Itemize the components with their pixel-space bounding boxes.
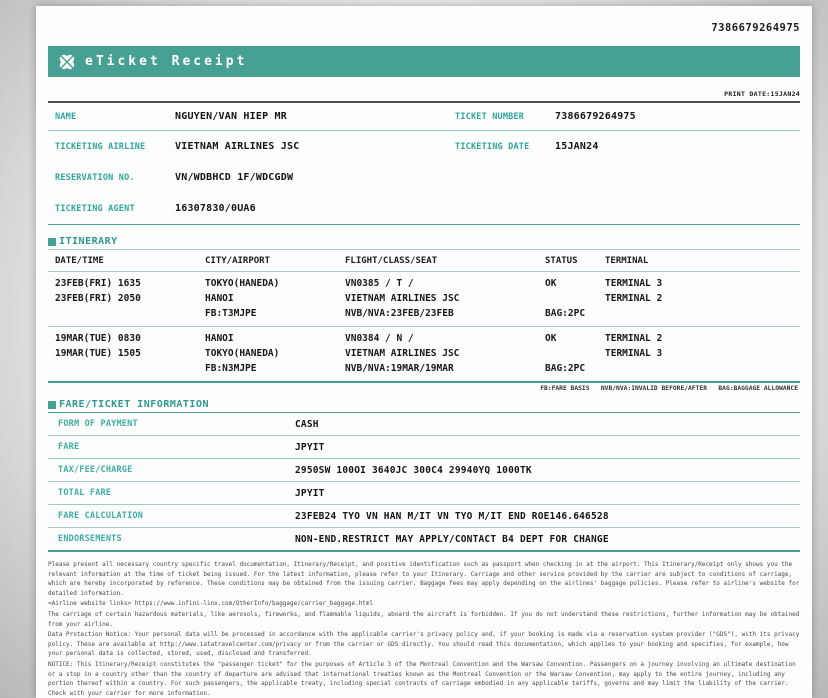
col-flight-class-seat: FLIGHT/CLASS/SEAT xyxy=(345,255,438,266)
fare-row-fare-calculation xyxy=(48,505,800,527)
segment-line xyxy=(48,361,800,376)
fare-row-tax-fee-charge xyxy=(48,459,800,481)
fare-label: ENDORSEMENTS xyxy=(58,534,122,544)
cell-flight: VN0385 / T / xyxy=(345,278,414,289)
ticketing-agent-row xyxy=(48,193,800,224)
cell-city: HANOI xyxy=(205,293,234,304)
print-date: PRINT DATE:15JAN24 xyxy=(724,90,800,98)
cell-carrier: VIETNAM AIRLINES JSC xyxy=(345,348,460,359)
ticketing-date-label: TICKETING DATE xyxy=(455,141,530,152)
fare-title: FARE/TICKET INFORMATION xyxy=(59,399,209,410)
segment-line xyxy=(48,291,800,306)
name-label: NAME xyxy=(55,111,77,122)
page-title: eTicket Receipt xyxy=(85,54,248,69)
itinerary-section-title xyxy=(48,234,800,249)
cell-city: TOKYO(HANEDA) xyxy=(205,278,280,289)
itinerary-segment xyxy=(48,327,800,381)
fare-row-endorsements xyxy=(48,528,800,550)
segment-line xyxy=(48,276,800,291)
cell-date-time: 19MAR(TUE) 1505 xyxy=(55,348,141,359)
reservation-value: VN/WDBHCD 1F/WDCGDW xyxy=(175,172,294,183)
col-terminal: TERMINAL xyxy=(605,255,649,266)
reservation-label: RESERVATION NO. xyxy=(55,172,135,183)
cell-validity: NVB/NVA:19MAR/19MAR xyxy=(345,363,454,374)
col-status: STATUS xyxy=(545,255,578,266)
eticket-receipt-page xyxy=(36,6,812,698)
ticketing-airline-row xyxy=(48,131,800,162)
fare-label: TAX/FEE/CHARGE xyxy=(58,465,133,475)
ticketing-date-value: 15JAN24 xyxy=(555,141,599,152)
cell-terminal: TERMINAL 3 xyxy=(605,348,663,359)
fare-label: FORM OF PAYMENT xyxy=(58,419,138,429)
cell-fare-basis: FB:T3MJPE xyxy=(205,308,257,319)
section-bullet-icon xyxy=(48,401,56,409)
cell-baggage: BAG:2PC xyxy=(545,363,586,374)
fare-label: FARE CALCULATION xyxy=(58,511,144,521)
cell-fare-basis: FB:N3MJPE xyxy=(205,363,257,374)
section-bullet-icon xyxy=(48,238,56,246)
itinerary-segment xyxy=(48,272,800,326)
cell-validity: NVB/NVA:23FEB/23FEB xyxy=(345,308,454,319)
legal-notices xyxy=(48,560,800,698)
divider xyxy=(48,224,800,225)
cell-flight: VN0384 / N / xyxy=(345,333,414,344)
legal-paragraph-airline-links: <Airline website links> https://www.infini-linx.com/OtherInfo/baggage/carrier_baggage.html xyxy=(48,600,374,608)
fare-row-total-fare xyxy=(48,482,800,504)
fare-value: JPYIT xyxy=(295,487,325,499)
divider xyxy=(48,550,800,552)
document-number: 7386679264975 xyxy=(711,22,800,34)
cell-status: OK xyxy=(545,333,557,344)
cell-carrier: VIETNAM AIRLINES JSC xyxy=(345,293,460,304)
cell-date-time: 23FEB(FRI) 2050 xyxy=(55,293,141,304)
name-row xyxy=(48,103,800,130)
fare-row-fare xyxy=(48,436,800,458)
clover-icon xyxy=(53,47,81,75)
ticket-number-value: 7386679264975 xyxy=(555,111,636,122)
fare-value: 23FEB24 TYO VN HAN M/IT VN TYO M/IT END ROE146.646528 xyxy=(295,510,609,522)
reservation-row xyxy=(48,162,800,193)
cell-date-time: 19MAR(TUE) 0830 xyxy=(55,333,141,344)
legal-paragraph: Please present all necessary country specific travel documentation, Itinerary/Receipt, and positive identification such as passport when checking in at the airport. This Itinerary/Receipt only shows you the relevant information at the time of ticket being issued. For the latest information, please refer to your Itinerary. Carriage and other service provided by the carrier are subject to conditions of carriage, which are hereby incorporated by reference. These conditions may be obtained from the issuing carrier. Baggage fees may apply depending on the airlines' baggage policies. Please refer to airline's website for detailed information. xyxy=(48,561,800,597)
ticketing-agent-label: TICKETING AGENT xyxy=(55,203,135,214)
cell-terminal: TERMINAL 3 xyxy=(605,278,663,289)
segment-line xyxy=(48,346,800,361)
fare-value: CASH xyxy=(295,418,319,430)
cell-date-time: 23FEB(FRI) 1635 xyxy=(55,278,141,289)
itinerary-header-row xyxy=(48,250,800,271)
cell-status: OK xyxy=(545,278,557,289)
fare-value: NON-END.RESTRICT MAY APPLY/CONTACT B4 DEPT FOR CHANGE xyxy=(295,533,609,545)
fare-value: JPYIT xyxy=(295,441,325,453)
fare-label: TOTAL FARE xyxy=(58,488,112,498)
legal-paragraph-data-protection: Data Protection Notice: Your personal data will be processed in accordance with the applicable carrier's privacy policy and, if your booking is made via a reservation system provider ("GDS"), with its privacy policy. These are available at http://www.iatatravelcenter.com/privacy or from the carrier or GDS directly. You should read this documentation, which applies to your booking and specifies, for example, how your personal data is collected, stored, used, disclosed and transferred. xyxy=(48,631,800,658)
ticketing-airline-label: TICKETING AIRLINE xyxy=(55,141,146,152)
fare-row-form-of-payment xyxy=(48,413,800,435)
fare-section-title xyxy=(48,397,800,412)
ticket-number-label: TICKET NUMBER xyxy=(455,111,525,122)
eticket-header-banner xyxy=(48,46,800,77)
cell-city: TOKYO(HANEDA) xyxy=(205,348,280,359)
cell-terminal: TERMINAL 2 xyxy=(605,293,663,304)
cell-city: HANOI xyxy=(205,333,234,344)
itinerary-legend: FB:FARE BASIS NVB/NVA:INVALID BEFORE/AFTER BAG:BAGGAGE ALLOWANCE xyxy=(540,385,798,392)
cell-baggage: BAG:2PC xyxy=(545,308,586,319)
ticketing-airline-value: VIETNAM AIRLINES JSC xyxy=(175,141,300,152)
segment-line xyxy=(48,331,800,346)
fare-value: 2950SW 100OI 3640JC 300C4 29940YQ 1000TK xyxy=(295,464,532,476)
passenger-name: NGUYEN/VAN HIEP MR xyxy=(175,111,287,122)
legal-paragraph-hazardous: The carriage of certain hazardous materials, like aerosols, fireworks, and flammable liquids, aboard the aircraft is forbidden. If you do not understand these restrictions, further information may be obtained from your airline. xyxy=(48,610,800,628)
cell-terminal: TERMINAL 2 xyxy=(605,333,663,344)
col-city-airport: CITY/AIRPORT xyxy=(205,255,271,266)
segment-line xyxy=(48,306,800,321)
itinerary-title: ITINERARY xyxy=(59,236,118,247)
fare-label: FARE xyxy=(58,442,80,452)
col-date-time: DATE/TIME xyxy=(55,255,104,266)
legal-paragraph-notice: NOTICE: This Itinerary/Receipt constitutes the "passenger ticket" for the purposes of Article 3 of the Montreal Convention and the Warsaw Convention. Passengers on a journey involving an ultimate destination or a stop in a country other than the country of departure are advised that international treaties known as the Montreal Convention or the Warsaw Convention, may apply to the entire journey, including any portion thereof within a country. For such passengers, the applicable treaty, including special contracts of carriage embodied in any applicable tariffs, governs and may limit the liability of the carrier. Check with your carrier for more information. xyxy=(48,660,796,697)
ticketing-agent-value: 16307830/0UA6 xyxy=(175,203,256,214)
